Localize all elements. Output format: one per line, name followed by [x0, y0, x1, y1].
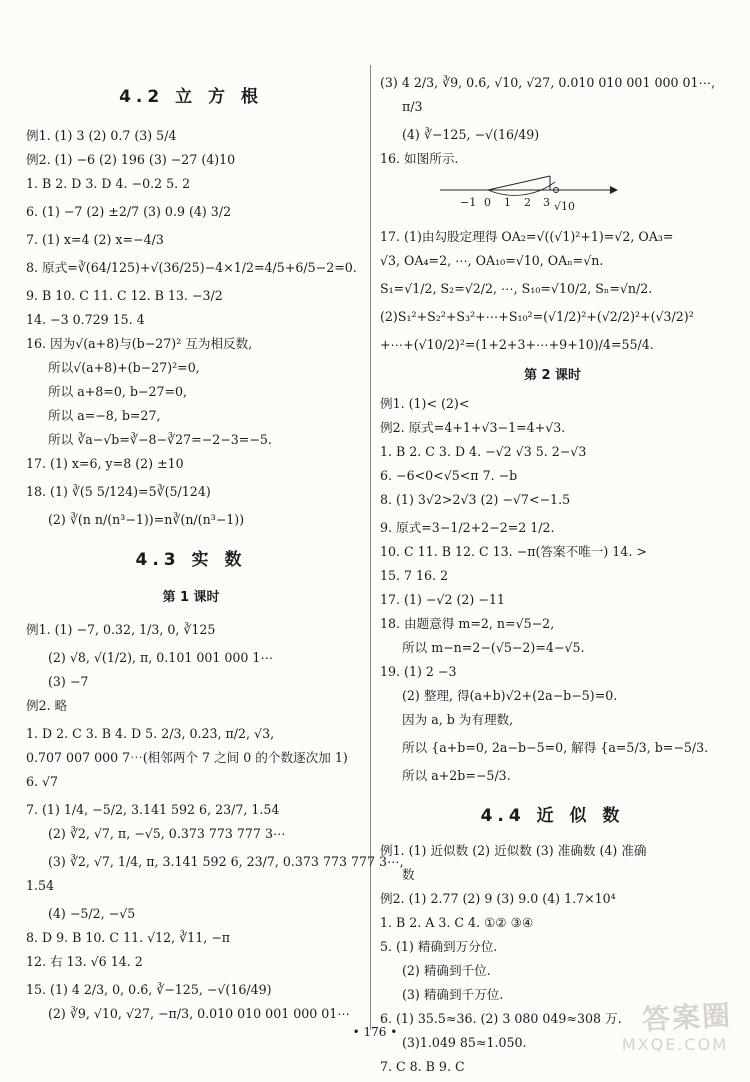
answer-line: 5. (1) 精确到万分位. — [380, 939, 498, 954]
answer-line: 1. D 2. C 3. B 4. D 5. 2/3, 0.2̇3̇, π/2, √3, — [26, 726, 275, 741]
section-title-4-3: 4.3 实 数 — [135, 550, 247, 570]
answer-line: (3) 精确到千万位. — [402, 987, 504, 1002]
answer-line: 15. 7 16. 2 — [380, 568, 449, 583]
number-line-figure — [440, 174, 630, 214]
answer-line: 例1. (1) 3 (2) 0.7 (3) 5/4 — [26, 128, 177, 143]
answer-line: (2) √8, √(1/2), π, 0.101 001 000 1⋯ — [48, 650, 274, 665]
answer-line: 7. (1) 1/4, −5/2, 3.141 592 6, 23/7, 1.5̇4̇ — [26, 802, 280, 817]
answer-line: 所以 a+8=0, b−27=0, — [48, 384, 188, 399]
answer-line: 6. (1) 35.5≈36. (2) 3 080 049≈308 万. — [380, 1011, 622, 1026]
answer-line: 10. C 11. B 12. C 13. −π(答案不唯一) 14. > — [380, 544, 647, 559]
answer-line: +⋯+(√10/2)²=(1+2+3+⋯+9+10)/4=55/4. — [380, 337, 654, 352]
answer-line: (2) 整理, 得(a+b)√2+(2a−b−5)=0. — [402, 688, 618, 703]
answer-line: 15. (1) 4 2/3, 0, 0.6̇, ∛−125, −√(16/49) — [26, 982, 272, 997]
answer-line: 所以√(a+8)+(b−27)²=0, — [48, 360, 200, 375]
answer-line: 17. (1)由勾股定理得 OA₂=√((√1)²+1)=√2, OA₃= — [380, 229, 674, 244]
tick-label-neg1: −1 — [460, 196, 477, 209]
answer-line: 18. 由题意得 m=2, n=√5−2, — [380, 616, 555, 631]
answer-line: 例1. (1)< (2)< — [380, 396, 470, 411]
right-column — [380, 70, 725, 1082]
answer-line: π/3 — [402, 99, 423, 114]
lesson-title-1: 第 1 课时 — [162, 590, 220, 605]
answer-line: 9. B 10. C 11. C 12. B 13. −3/2 — [26, 288, 223, 303]
answer-line: 所以 {a+b=0, 2a−b−5=0, 解得 {a=5/3, b=−5/3. — [402, 740, 709, 755]
watermark-url: MXQE.COM — [621, 1035, 728, 1054]
answer-line: 数 — [402, 867, 415, 882]
answer-line: 1. B 2. A 3. C 4. ①② ③④ — [380, 915, 534, 930]
answer-line: S₁=√1/2, S₂=√2/2, ⋯, S₁₀=√10/2, Sₙ=√n/2. — [380, 281, 653, 296]
arc-line — [488, 182, 555, 195]
answer-line: (2)S₁²+S₂²+S₃²+⋯+S₁₀²=(√1/2)²+(√2/2)²+(√3/2)² — [380, 309, 694, 324]
answer-line: (4) ∛−125, −√(16/49) — [402, 127, 540, 142]
answer-line: (2) ∛9, √10, √27, −π/3, 0.010 010 001 000 01⋯ — [48, 1006, 350, 1021]
answer-line: 16. 如图所示. — [380, 151, 459, 166]
answer-line: 19. (1) 2 −3 — [380, 664, 457, 679]
answer-line: 所以 m−n=2−(√5−2)=4−√5. — [402, 640, 585, 655]
answer-line: (2) ∛(n n/(n³−1))=n∛(n/(n³−1)) — [48, 512, 245, 527]
answer-line: 例2. (1) −6 (2) 196 (3) −27 (4)10 — [26, 152, 236, 167]
answer-line: 所以 a=−8, b=27, — [48, 408, 161, 423]
tick-label-3: 3 — [543, 196, 550, 209]
section-title-4-4: 4.4 近 似 数 — [480, 806, 625, 826]
answer-line: (2) ∛2, √7, π, −√5, 0.373 773 777 3⋯ — [48, 826, 286, 841]
answer-line: 所以 a+2b=−5/3. — [402, 768, 511, 783]
tick-label-1: 1 — [504, 196, 511, 209]
answer-line: 1.5̇4̇ — [26, 878, 55, 893]
answer-line: √3, OA₄=2, ⋯, OA₁₀=√10, OAₙ=√n. — [380, 253, 604, 268]
answer-line: 17. (1) x=6, y=8 (2) ±10 — [26, 456, 184, 471]
answer-line: 6. (1) −7 (2) ±2/7 (3) 0.9 (4) 3/2 — [26, 204, 232, 219]
answer-line: 16. 因为√(a+8)与(b−27)² 互为相反数, — [26, 336, 253, 351]
answer-line: (3) 4 2/3, ∛9, 0.6̇, √10, √27, 0.010 010 001 000 01⋯, — [380, 75, 716, 90]
number-line-svg — [440, 174, 630, 214]
answer-line: 例2. 略 — [26, 698, 68, 713]
left-column — [26, 70, 404, 1029]
answer-line: 0.707 007 000 7⋯(相邻两个 7 之间 0 的个数逐次加 1) — [26, 750, 348, 765]
hypotenuse-line — [488, 176, 550, 190]
answer-line: 9. 原式=3−1/2+2−2=2 1/2. — [380, 520, 555, 535]
answer-line: (4) −5/2, −√5 — [48, 906, 136, 921]
answer-line: 17. (1) −√2 (2) −11 — [380, 592, 505, 607]
tick-label-0: 0 — [484, 196, 491, 209]
answer-line: (2) 精确到千位. — [402, 963, 491, 978]
answer-line: 因为 a, b 为有理数, — [402, 712, 514, 727]
answer-line: 6. √7 — [26, 774, 59, 789]
answer-line: (3) −7 — [48, 674, 89, 689]
answer-line: 8. (1) 3√2>2√3 (2) −√7<−1.5 — [380, 492, 571, 507]
answer-line: 18. (1) ∛(5 5/124)=5∛(5/124) — [26, 484, 211, 499]
answer-line: 6. −6<0<√5<π 7. −b — [380, 468, 518, 483]
arrow-head-icon — [610, 186, 618, 194]
answer-line: 例2. (1) 2.77 (2) 9 (3) 9.0 (4) 1.7×10⁴ — [380, 891, 616, 906]
tick-label-2: 2 — [524, 196, 531, 209]
answer-line: (3) ∛2, √7, 1/4, π, 3.141 592 6, 23/7, 0.373 773 777 3⋯, — [48, 854, 404, 869]
answer-line: 例1. (1) −7, 0.32, 1/3, 0, ∛125 — [26, 622, 216, 637]
watermark-logo: 答案圈 — [641, 998, 733, 1037]
tick-label-sqrt10: √10 — [554, 200, 576, 213]
answer-line: 例1. (1) 近似数 (2) 近似数 (3) 准确数 (4) 准确 — [380, 843, 647, 858]
answer-line: 1. B 2. C 3. D 4. −√2 √3 5. 2−√3 — [380, 444, 587, 459]
answer-line: 8. 原式=∛(64/125)+√(36/25)−4×1/2=4/5+6/5−2=0. — [26, 260, 357, 275]
answer-line: 所以 ∛a−√b=∛−8−∛27=−2−3=−5. — [48, 432, 272, 447]
answer-line: 例2. 原式=4+1+√3−1=4+√3. — [380, 420, 566, 435]
column-divider — [370, 65, 371, 1030]
page-number: • 176 • — [352, 1025, 398, 1039]
answer-line: 7. (1) x=4 (2) x=−4/3 — [26, 232, 164, 247]
lesson-title-2: 第 2 课时 — [523, 368, 582, 383]
answer-line: (3)1.049 85≈1.050. — [402, 1035, 527, 1050]
section-title-4-2: 4.2 立 方 根 — [119, 87, 263, 107]
answer-line: 14. −3 0.729 15. 4 — [26, 312, 145, 327]
answer-line: 1. B 2. D 3. D 4. −0.2 5. 2 — [26, 176, 191, 191]
answer-line: 12. 右 13. √6 14. 2 — [26, 954, 143, 969]
answer-line: 7. C 8. B 9. C — [380, 1059, 465, 1074]
answer-line: 8. D 9. B 10. C 11. √12, ∛11, −π — [26, 930, 231, 945]
